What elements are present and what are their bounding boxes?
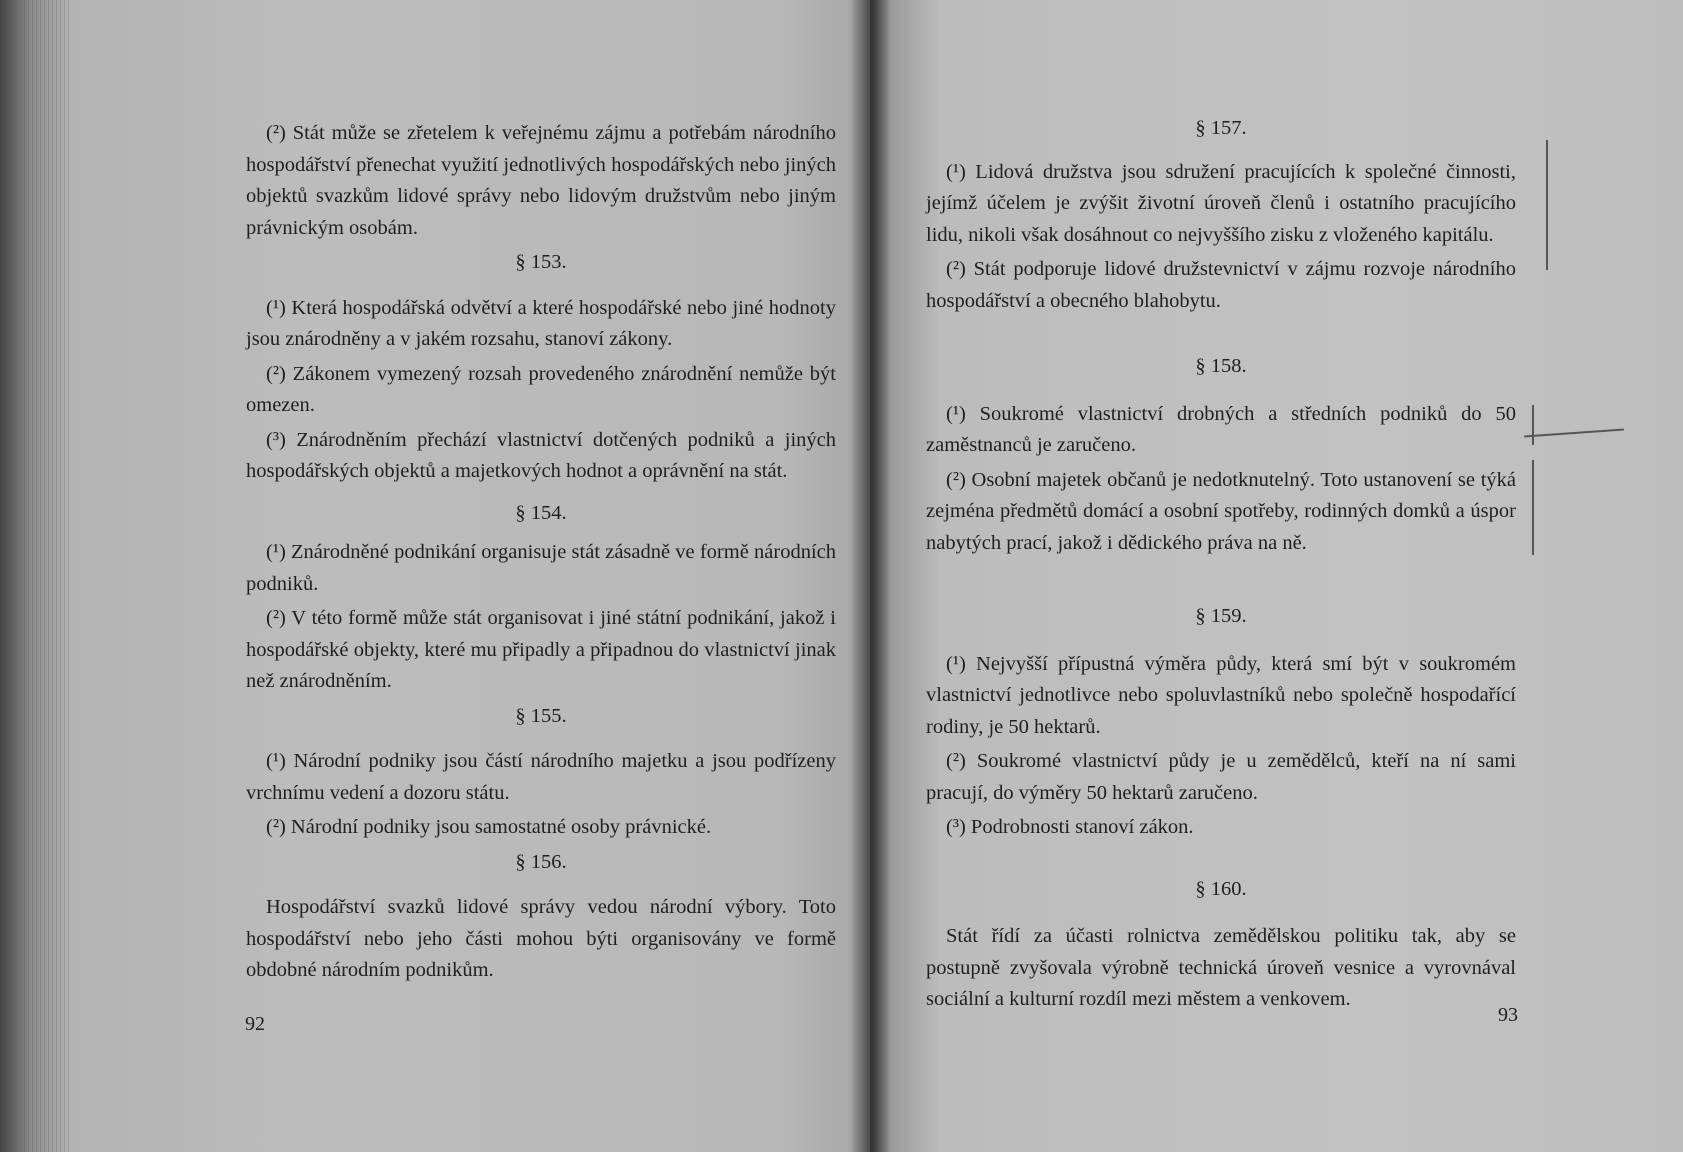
page-stack-edge bbox=[24, 0, 69, 1152]
paragraph: (¹) Soukromé vlastnictví drobných a středních podniků do 50 zaměstnanců je zaručeno. bbox=[926, 402, 1516, 456]
left-page-text bbox=[246, 118, 836, 987]
paragraph: (²) Zákonem vymezený rozsah provedeného znárodnění nemůže být omezen. bbox=[246, 362, 836, 416]
paragraph: (²) Soukromé vlastnictví půdy je u zemědělců, kteří na ní sami pracují, do výměry 50 hektarů zaručeno. bbox=[926, 750, 1516, 804]
paragraph: Stát řídí za účasti rolnictva zemědělskou politiku tak, aby se postupně zvyšovala výrobně technická úroveň vesnice a vyrovnával sociální a kulturní rozdíl mezi městem a venkovem. bbox=[926, 925, 1516, 1010]
book-gutter bbox=[850, 0, 890, 1152]
section-heading: § 160. bbox=[1195, 877, 1247, 900]
right-page bbox=[870, 0, 1683, 1152]
paragraph: (¹) Nejvyšší přípustná výměra půdy, která smí být v soukromém vlastnictví jednotlivce nebo spoluvlastníků nebo společně hospodařící rodiny, je 50 hektarů. bbox=[926, 652, 1516, 738]
margin-pencil-mark bbox=[1524, 429, 1624, 438]
section-heading: § 155. bbox=[515, 704, 567, 727]
page-number: 92 bbox=[245, 1013, 265, 1035]
paragraph: Hospodářství svazků lidové správy vedou národní výbory. Toto hospodářství nebo jeho části mohou býti organisovány ve formě obdobné národním podnikům. bbox=[246, 896, 836, 981]
page-number: 93 bbox=[1498, 1004, 1518, 1026]
section-heading: § 154. bbox=[515, 501, 567, 524]
margin-pencil-mark bbox=[1532, 405, 1534, 445]
section-heading: § 159. bbox=[1195, 605, 1247, 627]
paragraph: (²) Stát může se zřetelem k veřejnému zájmu a potřebám národního hospodářství přenechat využití jednotlivých hospodářských nebo jiných objektů svazkům lidové správy nebo lidovým družstvům nebo jiným právnickým osobám. bbox=[246, 122, 836, 239]
paragraph: (³) Podrobnosti stanoví zákon. bbox=[946, 816, 1194, 838]
section-heading: § 153. bbox=[515, 251, 567, 273]
paragraph: (²) Stát podporuje lidové družstevnictví v zájmu rozvoje národního hospodářství a obecného blahobytu. bbox=[926, 258, 1516, 312]
paragraph: (²) V této formě může stát organisovat i jiné státní podnikání, jakož i hospodářské objekty, které mu připadly a připadnou do vlastnictví jinak než znárodněním. bbox=[246, 607, 836, 692]
paragraph: (¹) Lidová družstva jsou sdružení pracujících k společné činnosti, jejímž účelem je zvýšit životní úroveň členů i ostatního pracujícího lidu, nikoli však dosáhnout co nejvyššího zisku z vloženého kapitálu. bbox=[926, 160, 1516, 246]
right-page-text bbox=[926, 113, 1516, 1016]
paragraph: (¹) Která hospodářská odvětví a které hospodářské nebo jiné hodnoty jsou znárodněny a v jakém rozsahu, stanoví zákony. bbox=[246, 296, 836, 350]
paragraph: (¹) Znárodněné podnikání organisuje stát zásadně ve formě národních podniků. bbox=[246, 541, 836, 595]
section-heading: § 156. bbox=[515, 850, 567, 873]
section-heading: § 158. bbox=[1195, 355, 1247, 377]
paragraph: (³) Znárodněním přechází vlastnictví dotčených podniků a jiných hospodářských objektů a majetkových hodnot a oprávnění na stát. bbox=[246, 428, 836, 482]
margin-pencil-mark bbox=[1546, 140, 1548, 270]
paragraph: (¹) Národní podniky jsou částí národního majetku a jsou podřízeny vrchnímu vedení a dozoru státu. bbox=[246, 750, 836, 804]
paragraph: (²) Osobní majetek občanů je nedotknutelný. Toto ustanovení se týká zejména předmětů domácí a osobní spotřeby, rodinných domků a úspor nabytých prací, jakož i dědického práva na ně. bbox=[926, 468, 1516, 554]
section-heading: § 157. bbox=[1195, 117, 1247, 139]
margin-pencil-mark bbox=[1532, 460, 1534, 555]
paragraph: (²) Národní podniky jsou samostatné osoby právnické. bbox=[266, 816, 712, 838]
